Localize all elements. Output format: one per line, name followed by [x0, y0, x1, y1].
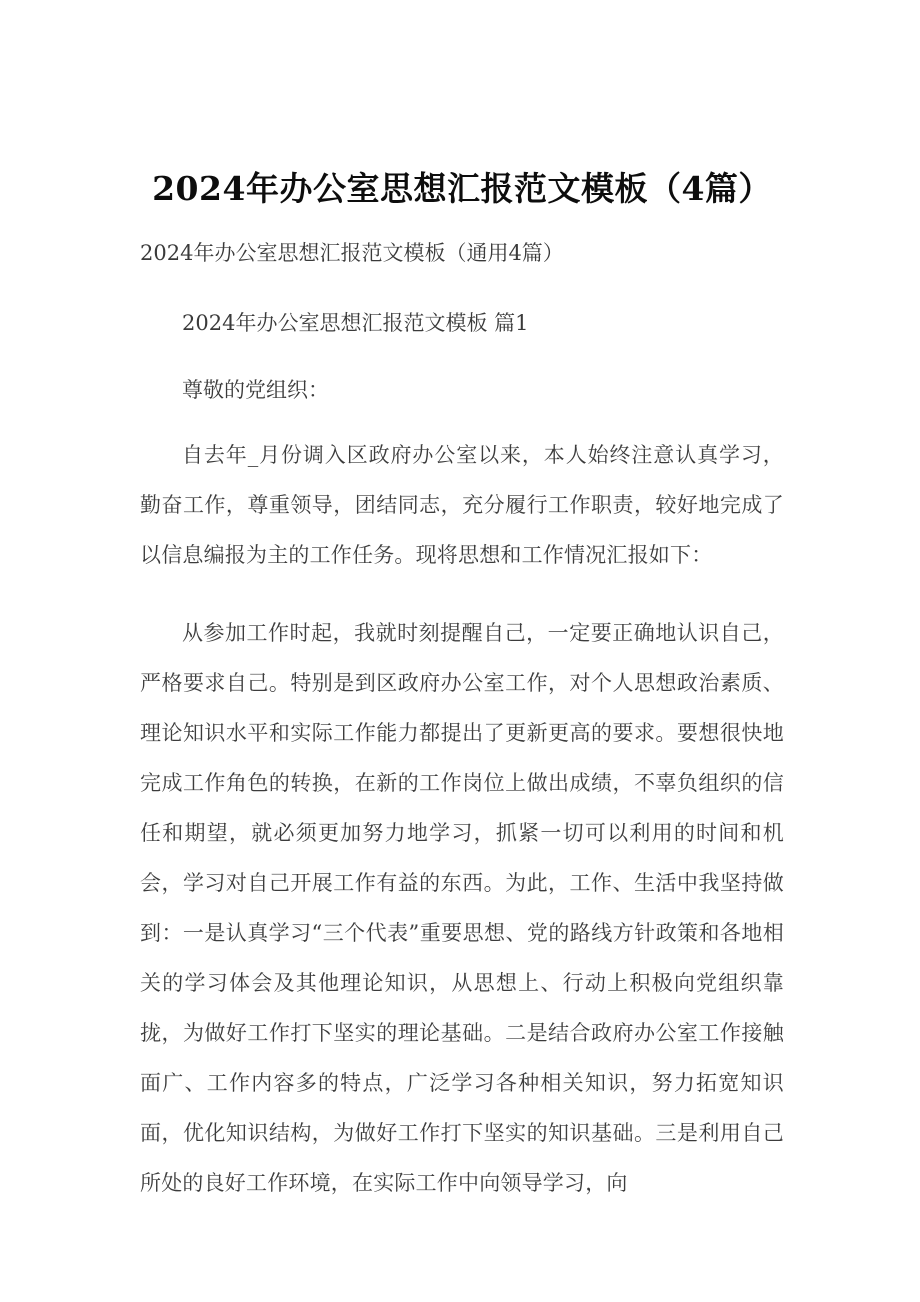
body-paragraph: 自去年_月份调入区政府办公室以来，本人始终注意认真学习，勤奋工作，尊重领导，团结同志，充分履行工作职责，较好地完成了以信息编报为主的工作任务。现将思想和工作情况汇报如下： — [140, 443, 784, 567]
document-title: 2024年办公室思想汇报范文模板（4篇） — [152, 169, 772, 208]
salutation: 尊敬的党组织： — [182, 378, 329, 402]
document-subtitle: 2024年办公室思想汇报范文模板（通用4篇） — [140, 241, 564, 265]
section-heading-piece-1: 2024年办公室思想汇报范文模板 篇1 — [182, 311, 529, 335]
body-paragraph: 从参加工作时起，我就时刻提醒自己，一定要正确地认识自己，严格要求自己。特别是到区政府办公室工作，对个人思想政治素质、理论知识水平和实际工作能力都提出了更新更高的要求。要想很快地完成工作角色的转换，在新的工作岗位上做出成绩，不辜负组织的信任和期望，就必须更加努力地学习，抓紧一切可以利用的时间和机会，学习对自己开展工作有益的东西。为此，工作、生活中我坚持做到：一是认真学习“三个代表”重要思想、党的路线方针政策和各地相关的学习体会及其他理论知识，从思想上、行动上积极向党组织靠拢，为做好工作打下坚实的理论基础。二是结合政府办公室工作接触面广、工作内容多的特点，广泛学习各种相关知识，努力拓宽知识面，优化知识结构，为做好工作打下坚实的知识基础。三是利用自己所处的良好工作环境，在实际工作中向领导学习，向 — [140, 621, 784, 1195]
document-body — [140, 0, 784, 1208]
